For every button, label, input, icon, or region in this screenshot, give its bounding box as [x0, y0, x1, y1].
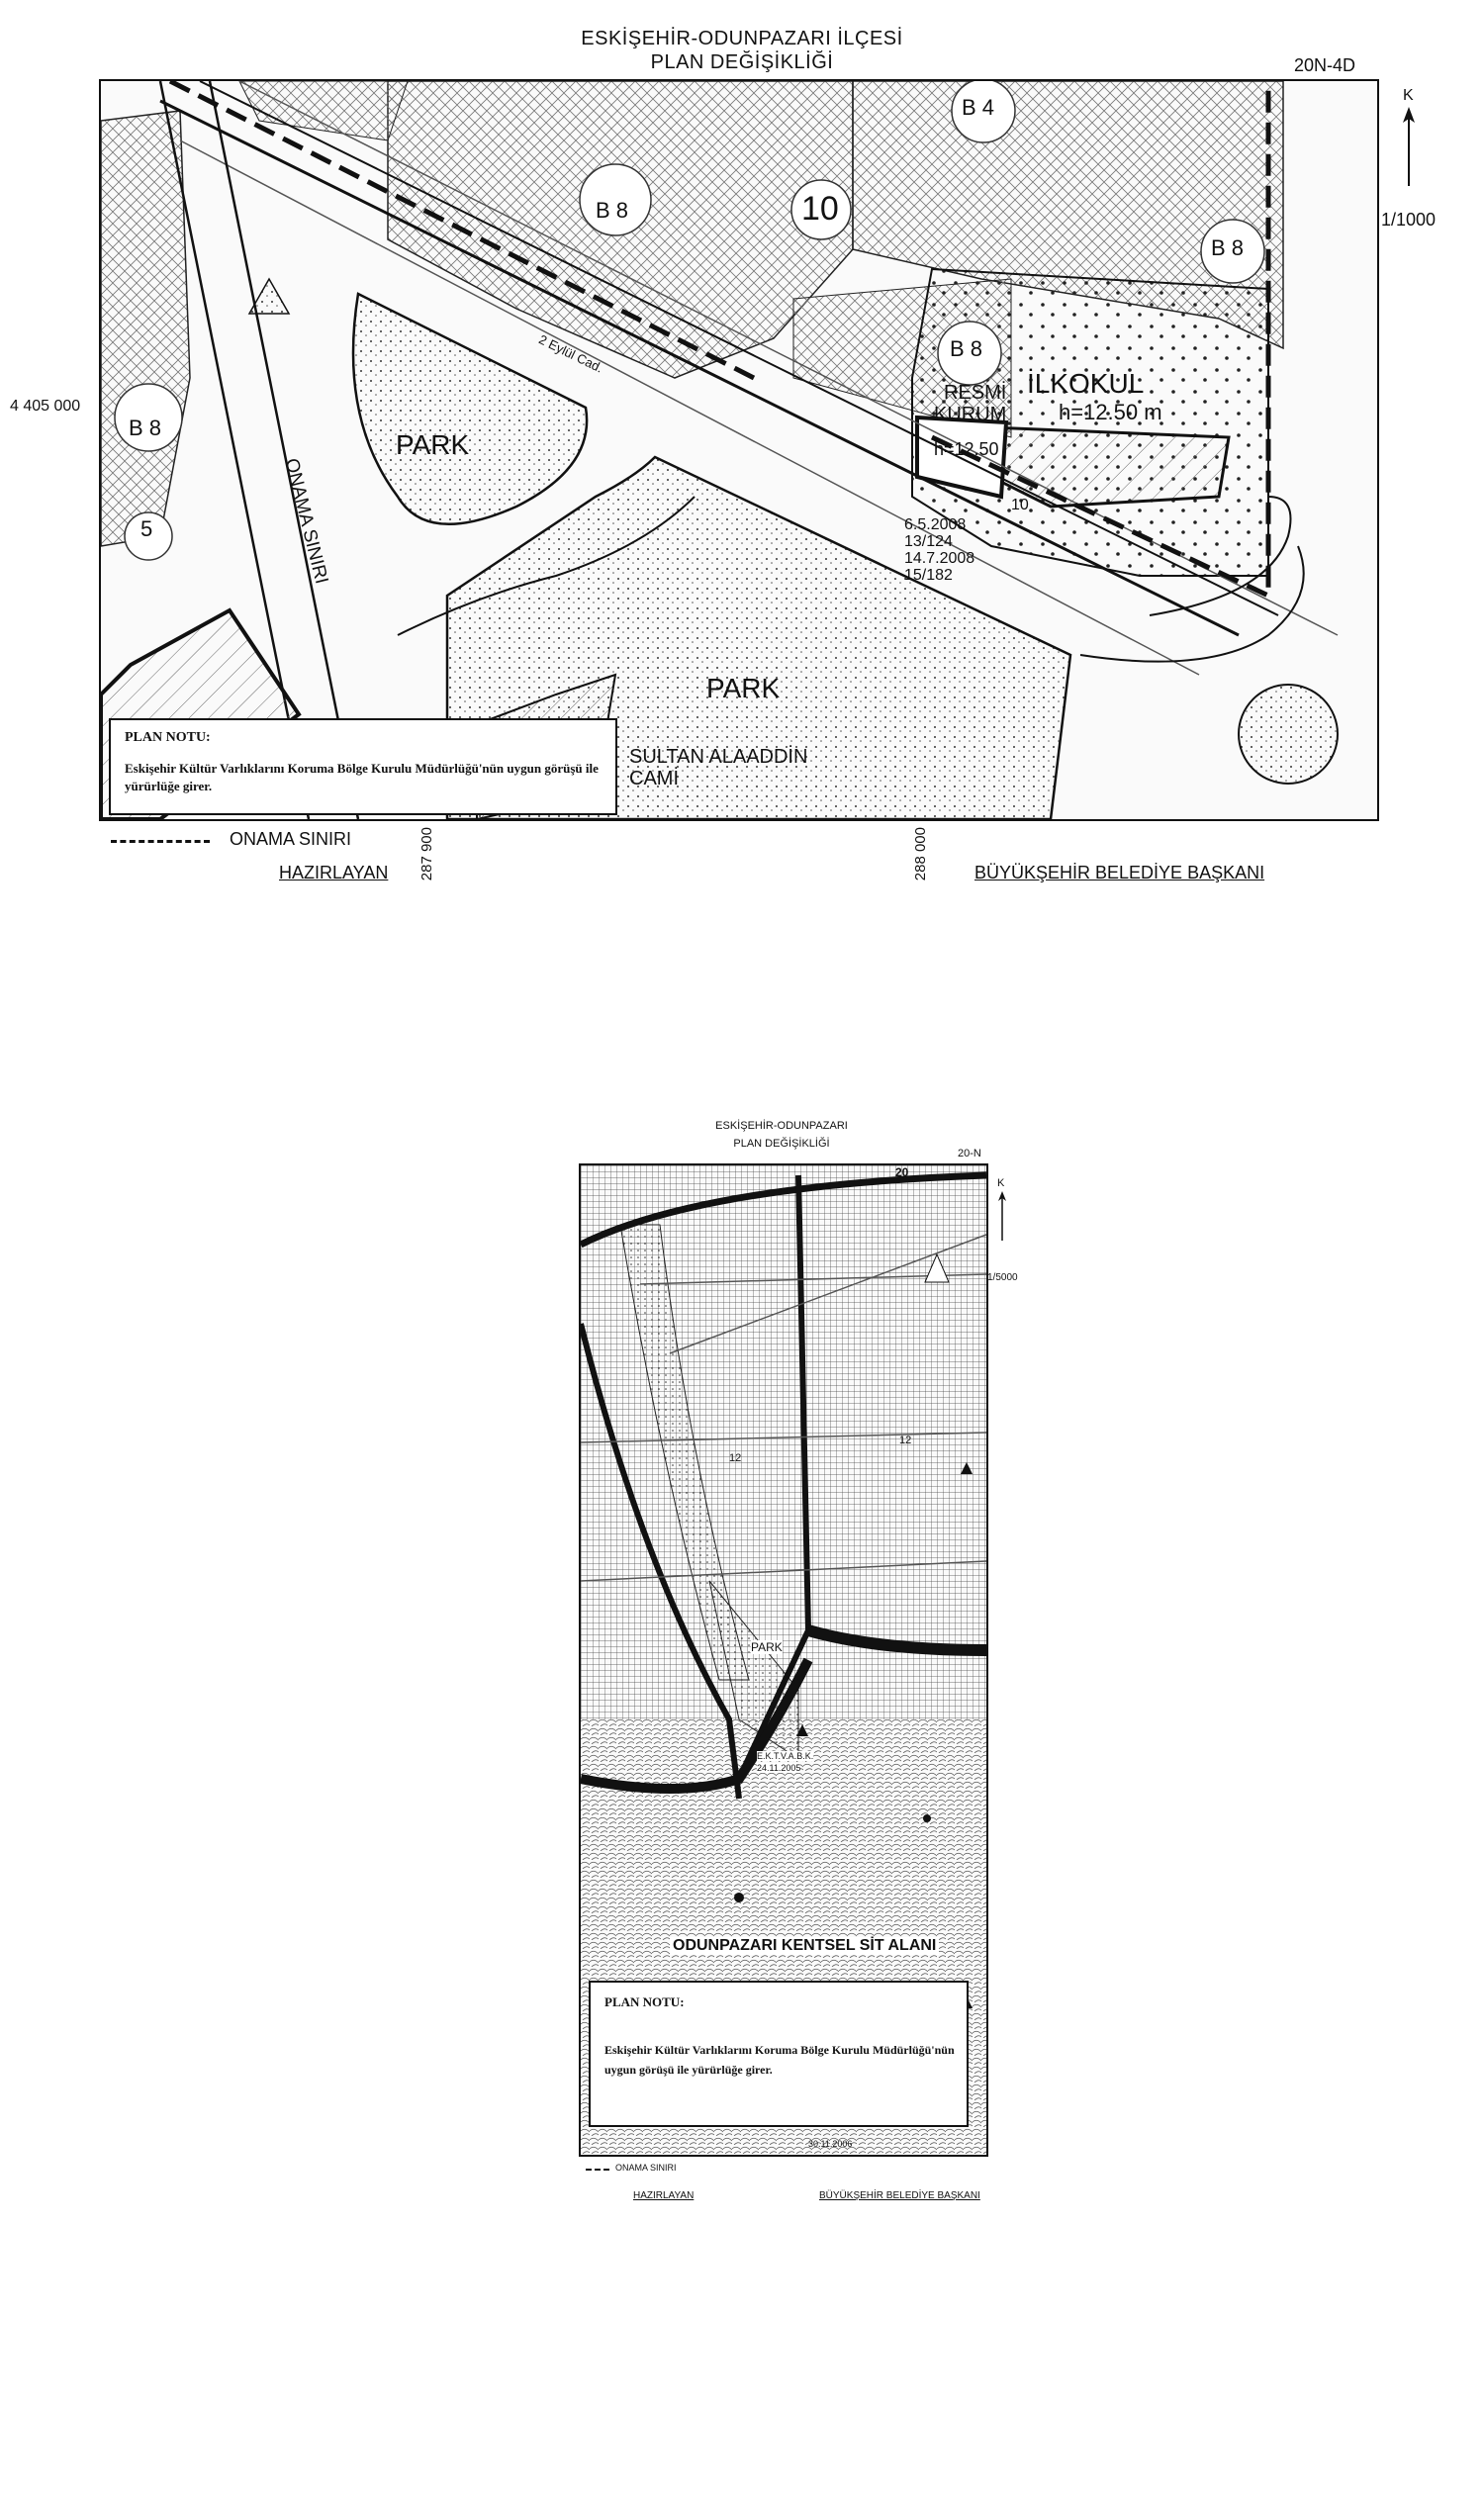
- plan2-mayor: BÜYÜKŞEHİR BELEDİYE BAŞKANI: [819, 2190, 980, 2201]
- plan1-label-b8-b: B 8: [596, 198, 629, 223]
- plan2-north-label: K: [997, 1177, 1005, 1189]
- plan1-mayor: BÜYÜKŞEHİR BELEDİYE BAŞKANI: [974, 863, 1265, 882]
- plan1-label-5: 5: [140, 516, 153, 541]
- plan1-legend-label: ONAMA SINIRI: [230, 829, 352, 849]
- plan2-note-title: PLAN NOTU:: [604, 1994, 685, 2009]
- plan1-map: [99, 79, 1379, 821]
- plan1-label-b8-c: B 8: [950, 336, 983, 361]
- plan1-title-line1: ESKİŞEHİR-ODUNPAZARI İLÇESİ: [581, 28, 903, 49]
- plan2-label-sit: ODUNPAZARI KENTSEL SİT ALANI: [670, 1937, 939, 1955]
- plan1-label-dates: [904, 516, 974, 584]
- plan1-note-title: PLAN NOTU:: [125, 730, 211, 745]
- plan2-legend-line: [586, 2169, 609, 2171]
- plan1-label-sultan: [629, 746, 807, 789]
- plan1-date-3: 14.7.2008: [904, 550, 975, 567]
- plan1-date-4: 15/182: [904, 567, 953, 584]
- plan2-label-park: PARK: [751, 1640, 783, 1654]
- plan1-coord-x1: 287 900: [418, 827, 435, 881]
- plan2-north-arrow-icon: [995, 1191, 1009, 1243]
- plan1-label-park1: PARK: [396, 429, 470, 460]
- plan1-note-box: [109, 718, 617, 815]
- plan2-scale: 1/5000: [987, 1272, 1018, 1283]
- plan2-bottom-date: 30.11.2006: [808, 2139, 853, 2149]
- plan2-legend-label: ONAMA SINIRI: [615, 2163, 677, 2173]
- plan1-north-label: K: [1403, 87, 1414, 104]
- plan1-label-b4: B 4: [962, 95, 995, 120]
- plan2-label-road-num: 20: [895, 1165, 909, 1179]
- plan1-label-ilkokul: İLKOKUL: [1027, 368, 1145, 399]
- plan2-map: [579, 1163, 988, 2157]
- plan1-label-street: 2 Eylül Cad.: [536, 331, 605, 376]
- plan1-prepared: HAZIRLAYAN: [279, 863, 389, 882]
- plan1-label-park2: PARK: [706, 673, 781, 703]
- plan2-note-box: [589, 1981, 969, 2127]
- plan1-label-onama-vertical: ONAMA SINIRI: [280, 456, 332, 587]
- plan2-label-ekt: E.K.T.V.A.B.K.: [757, 1751, 814, 1761]
- plan1-label-10-b: 10: [1011, 497, 1029, 513]
- plan1-label-h-small: h=12.50: [934, 439, 999, 459]
- plan1-date-1: 6.5.2008: [904, 516, 967, 533]
- plan1-label-resmi: RESMİ: [944, 382, 1007, 404]
- plan1-label-10-a: 10: [801, 190, 839, 228]
- plan2-label-ekt-date: 24.11.2005: [757, 1763, 801, 1773]
- plan1-sultan-2: CAMİ: [629, 768, 679, 789]
- plan1-label-h-big: h=12.50 m: [1059, 400, 1162, 424]
- plan2-label-block-a: 12: [729, 1452, 742, 1464]
- plan2-note-text: Eskişehir Kültür Varlıklarını Koruma Bölge Kurulu Müdürlüğü'nün uygun görüşü ile yürürlüğe girer.: [604, 2043, 955, 2077]
- plan1-sultan-1: SULTAN ALAADDİN: [629, 746, 808, 768]
- plan2-label-block-b: 12: [899, 1435, 912, 1446]
- plan1-map-drawing: [101, 81, 1377, 819]
- plan1-note-text: Eskişehir Kültür Varlıklarını Koruma Bölge Kurulu Müdürlüğü'nün uygun görüşü ile yürürlüğe girer.: [125, 761, 599, 793]
- plan1-label-b8-d: B 8: [1211, 235, 1245, 260]
- plan1-coord-x2: 288 000: [912, 827, 929, 881]
- plan2-sheet-code: 20-N: [958, 1148, 981, 1159]
- plan2-title-line1: ESKİŞEHİR-ODUNPAZARI: [715, 1120, 848, 1132]
- plan1-scale: 1/1000: [1381, 210, 1437, 230]
- plan1-title-line2: PLAN DEĞİŞİKLİĞİ: [650, 51, 834, 73]
- plan1-north-arrow-icon: [1397, 107, 1421, 190]
- plan1-coord-y: 4 405 000: [10, 398, 81, 415]
- plan1-label-b8-a: B 8: [129, 416, 162, 440]
- plan1-sheet-code: 20N-4D: [1294, 55, 1356, 75]
- plan1-legend-line: [111, 840, 210, 843]
- plan2-title-line2: PLAN DEĞİŞİKLİĞİ: [733, 1138, 830, 1150]
- plan1-date-2: 13/124: [904, 533, 953, 550]
- plan1-label-kurum: KURUM: [934, 404, 1007, 425]
- plan2-prepared: HAZIRLAYAN: [633, 2190, 695, 2201]
